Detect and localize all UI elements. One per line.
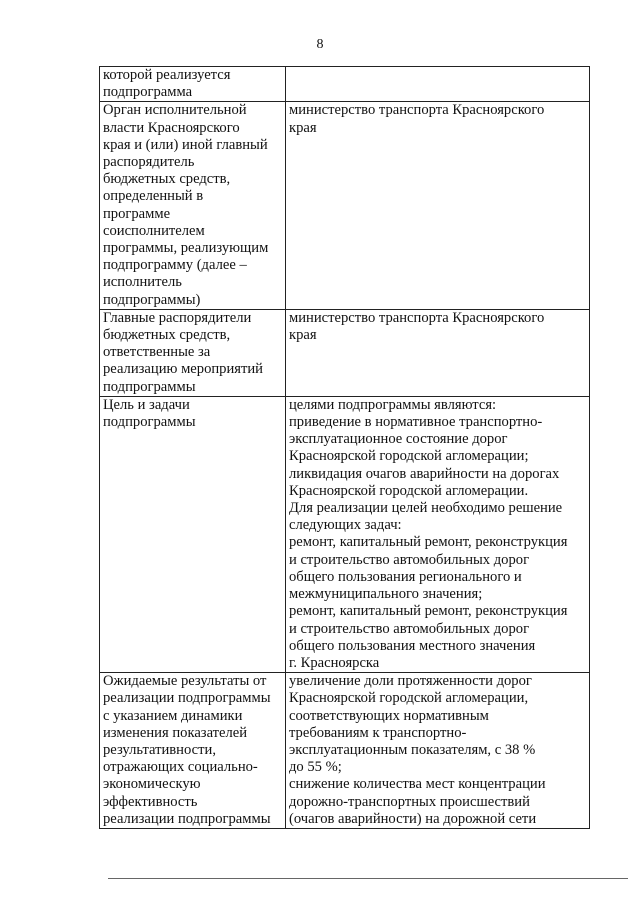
- label-line: власти Красноярского: [103, 119, 240, 136]
- table-row: [100, 102, 590, 309]
- label-line: подпрограмму (далее –: [103, 257, 247, 274]
- value-line: края: [289, 119, 317, 136]
- label-line: программы, реализующим: [103, 240, 269, 257]
- value-line: увеличение доли протяженности дорог: [289, 673, 532, 690]
- value-line: г. Красноярска: [289, 654, 380, 671]
- value-line: до 55 %;: [289, 759, 342, 776]
- label-line: программе: [103, 205, 171, 222]
- row-label-cell: [100, 67, 286, 102]
- value-line: эксплуатационным показателям, с 38 %: [289, 741, 536, 758]
- label-line: определенный в: [103, 188, 204, 205]
- value-line: дорожно-транспортных происшествий: [289, 793, 530, 810]
- label-line: реализации подпрограммы: [103, 690, 271, 707]
- label-line: эффективность: [103, 793, 198, 810]
- value-line: межмуниципального значения;: [289, 586, 483, 603]
- value-line: и строительство автомобильных дорог: [289, 620, 530, 637]
- label-line: распорядитель: [103, 154, 195, 171]
- row-label-cell: [100, 309, 286, 396]
- value-line: целями подпрограммы являются:: [289, 396, 497, 413]
- value-line: края: [289, 327, 317, 344]
- label-line: исполнитель: [103, 274, 182, 291]
- row-label-cell: [100, 673, 286, 829]
- label-line: реализацию мероприятий: [103, 361, 263, 378]
- label-line: реализации подпрограммы: [103, 810, 271, 827]
- value-line: требованиям к транспортно-: [289, 724, 467, 741]
- value-line: ремонт, капитальный ремонт, реконструкция: [289, 603, 568, 620]
- label-line: изменения показателей: [103, 724, 248, 741]
- label-line: Главные распорядители: [103, 309, 252, 326]
- passport-table: [99, 66, 590, 829]
- label-line: отражающих социально-: [103, 759, 258, 776]
- value-line: соответствующих нормативным: [289, 707, 489, 724]
- row-label-cell: [100, 396, 286, 672]
- label-line: подпрограммы): [103, 291, 201, 308]
- value-line: ремонт, капитальный ремонт, реконструкция: [289, 534, 568, 551]
- value-line: министерство транспорта Красноярского: [289, 309, 545, 326]
- value-line: Красноярской городской агломерации,: [289, 690, 529, 707]
- page-number: 8: [316, 37, 324, 52]
- value-line: приведение в нормативное транспортно-: [289, 414, 543, 431]
- row-label-cell: [100, 102, 286, 309]
- value-line: снижение количества мест концентрации: [289, 776, 546, 793]
- value-line: эксплуатационное состояние дорог: [289, 431, 508, 448]
- label-line: ответственные за: [103, 344, 211, 361]
- label-line: соисполнителем: [103, 222, 205, 239]
- value-line: и строительство автомобильных дорог: [289, 551, 530, 568]
- table-row: [100, 396, 590, 672]
- label-line: Орган исполнительной: [103, 102, 247, 119]
- value-line: (очагов аварийности) на дорожной сети: [289, 810, 537, 827]
- value-line: общего пользования регионального и: [289, 568, 522, 585]
- label-line: бюджетных средств,: [103, 171, 231, 188]
- table-row: [100, 673, 590, 829]
- value-line: общего пользования местного значения: [289, 637, 536, 654]
- table-row: [100, 67, 590, 102]
- label-line: подпрограммы: [103, 414, 196, 431]
- label-line: подпрограмма: [103, 84, 193, 101]
- row-value-cell: [286, 67, 590, 102]
- value-line: следующих задач:: [289, 517, 402, 534]
- label-line: которой реализуется: [103, 67, 231, 83]
- label-line: подпрограммы: [103, 378, 196, 395]
- label-line: с указанием динамики: [103, 707, 243, 724]
- value-line: министерство транспорта Красноярского: [289, 102, 545, 119]
- table-row: [100, 309, 590, 396]
- passport-table-body: [100, 67, 590, 829]
- label-line: бюджетных средств,: [103, 327, 231, 344]
- row-value-cell: [286, 396, 590, 672]
- label-line: результативности,: [103, 741, 216, 758]
- label-line: Цель и задачи: [103, 396, 190, 413]
- value-line: ликвидация очагов аварийности на дорогах: [289, 465, 560, 482]
- value-line: Красноярской городской агломерации.: [289, 482, 529, 499]
- value-line: Красноярской городской агломерации;: [289, 448, 529, 465]
- row-value-cell: [286, 102, 590, 309]
- row-value-cell: [286, 673, 590, 829]
- value-line: Для реализации целей необходимо решение: [289, 500, 563, 517]
- row-value-cell: [286, 309, 590, 396]
- label-line: экономическую: [103, 776, 201, 793]
- label-line: края и (или) иной главный: [103, 136, 268, 153]
- bottom-rule: [108, 878, 628, 879]
- label-line: Ожидаемые результаты от: [103, 673, 267, 690]
